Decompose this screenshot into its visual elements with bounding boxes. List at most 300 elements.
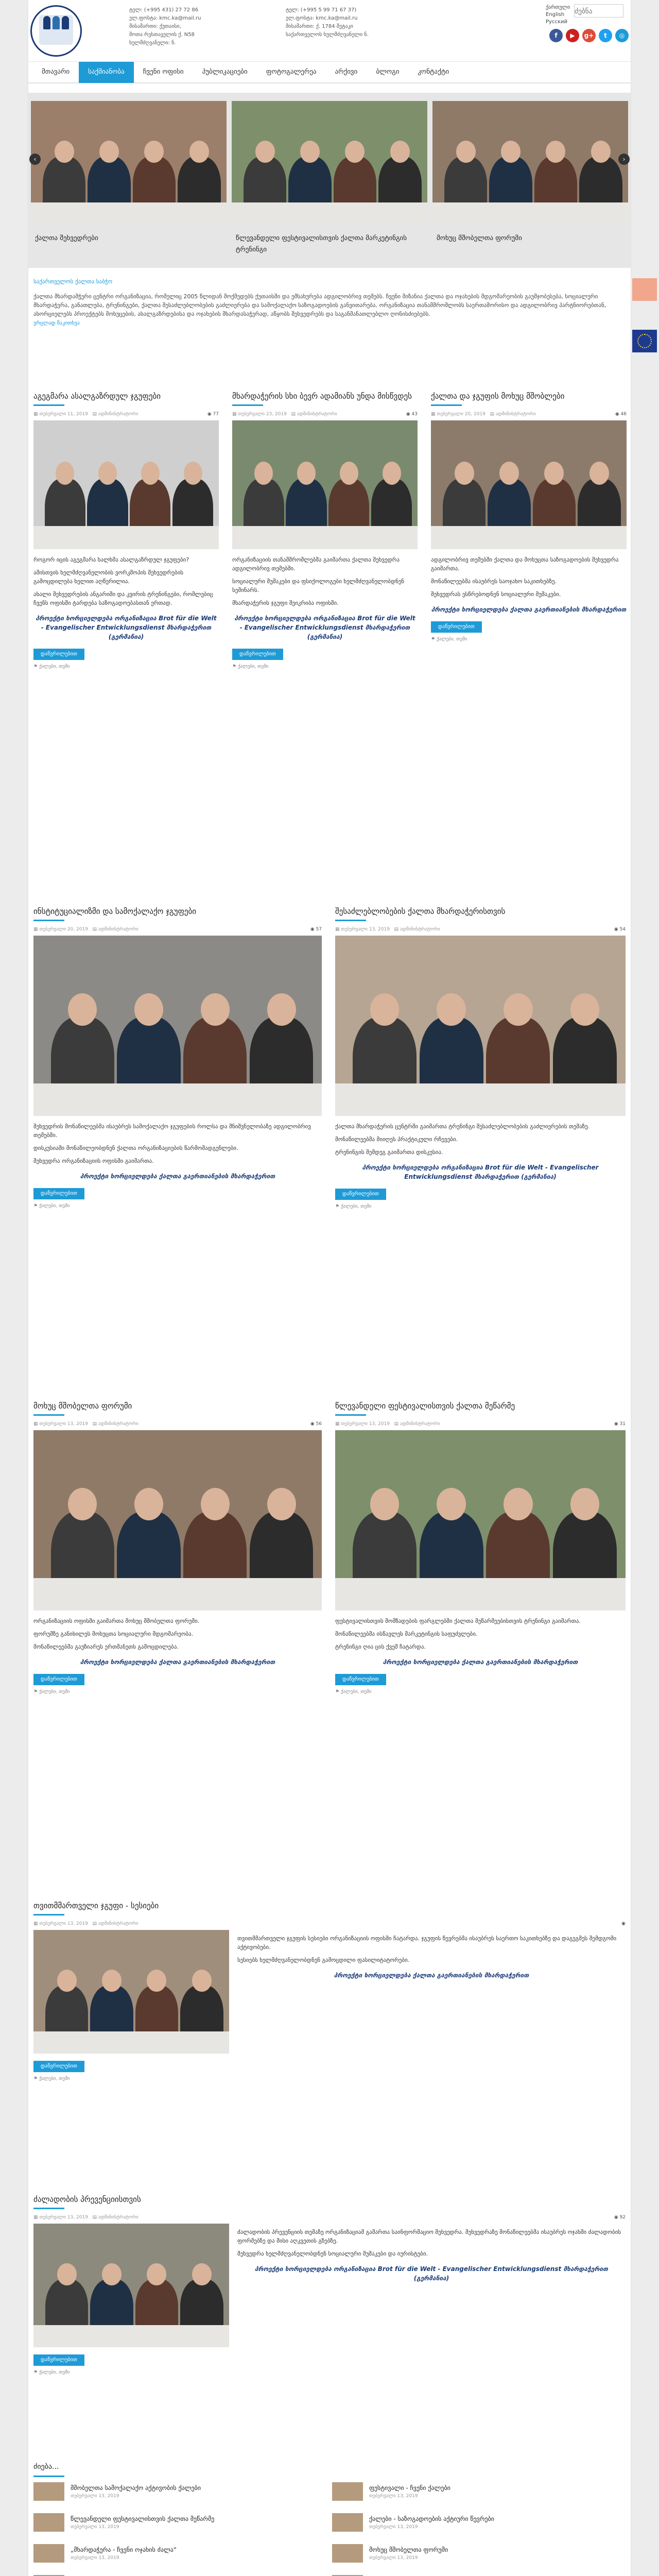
view-count-value: 46 [620,412,627,417]
footer-item-date: თებერვალი 13, 2019 [369,2494,418,2499]
post-author[interactable]: ადმინისტრატორი [495,412,536,417]
view-count-value: 92 [619,2215,626,2220]
face-shape [57,1970,77,1992]
face-shape [99,141,119,163]
post [33,1901,626,2081]
post-paragraph: ქალთა მხარდაჭერის ცენტრში გაიმართა ტრენინგი შესაძლებლობების გაძლიერების თემაზე. [335,1123,590,1130]
contact-line: საქართველოს ხელმძღვანელი ნ. [286,32,369,38]
nav-item[interactable]: პუბლიკაციები [202,68,248,76]
eu-flag-icon [632,330,657,352]
post-tags-text[interactable]: ქალები, თემი [39,664,70,669]
footer-thumb [33,2482,64,2501]
post-title[interactable]: მოხუც მშობელთა ფორუმი [33,1401,132,1411]
face-shape [184,462,202,485]
tag-icon: ⚑ [33,1689,39,1694]
youtube-icon[interactable]: ▶ [566,29,579,42]
read-more-button[interactable]: დაწვრილებით [431,621,482,633]
post-meta [33,1420,322,1428]
intro-read-more[interactable]: ვრცლად წაკითხვა [33,320,80,326]
post-meta [33,925,322,934]
post-tags-text[interactable]: ქალები, თემი [39,1689,70,1694]
tag-icon: ⚑ [33,2370,39,2375]
post-author[interactable]: ადმინისტრატორი [297,412,337,417]
post-photo[interactable] [33,420,219,549]
post-photo[interactable] [335,936,626,1116]
face-shape [134,1488,163,1520]
post-date: თებერვალი 13, 2019 [39,1421,88,1427]
folder-icon: ▤ [92,927,98,932]
post-credit: პროექტი ხორციელდება ორგანიზაცია Brot für die Welt - Evangelischer Entwicklungsdienst მხარდაჭერით (გერმანია) [362,1164,599,1180]
contact-line: შოთა რუსთაველის ქ. N58 [129,32,195,38]
read-more-button[interactable]: დაწვრილებით [232,649,283,660]
view-count-value: 54 [619,927,626,932]
footer-item-title[interactable]: ფესტივალი - ჩვენი ქალები [369,2484,450,2492]
face-shape [189,141,209,163]
post-author[interactable]: ადმინისტრატორი [98,1921,138,1926]
folder-icon: ▤ [490,412,496,417]
footer-item-title[interactable]: „მხარდაჭერა - ჩვენი ოჯახის ძალა“ [71,2546,177,2553]
post-paragraph: მონაწილეებმა ისაუბრეს საოჯახო საკითხებზე. [431,578,557,585]
nav-item[interactable]: არქივი [335,68,358,76]
view-count [614,1420,626,1428]
tag-icon: ⚑ [33,1204,39,1209]
face-shape [201,1488,230,1520]
contact-block-1 [129,6,201,47]
nav-item[interactable]: მთავარი [42,68,70,76]
table-shape [33,2031,229,2054]
post-meta [33,410,219,418]
post-paragraph: ტრენინგის შემდეგ გაიმართა დისკუსია. [335,1149,443,1156]
footer-item-title[interactable]: ქალები - საზოგადოების აქტიური წევრები [369,2515,494,2522]
nav-item[interactable]: საქმიანობა [79,61,134,83]
post-paragraph: სესიებს ხელმძღვანელობდნენ გამოცდილი ფასილიტატორები. [237,1957,410,1963]
folder-icon: ▤ [92,1921,98,1926]
face-shape [570,993,599,1026]
main-nav [28,62,631,83]
post-paragraph: მონაწილეებმა გაუზიარეს ერთმანეთს გამოცდილება. [33,1643,179,1650]
view-count [615,410,627,418]
face-shape [437,1488,465,1520]
slide[interactable] [31,93,227,268]
contact-block-2 [286,6,369,39]
post-author[interactable]: ადმინისტრატორი [98,2215,138,2220]
folder-icon: ▤ [92,2215,98,2220]
underline [33,2208,64,2209]
header [28,0,631,62]
post-text [33,1617,322,1651]
post-date: თებერვალი 13, 2019 [39,1921,88,1926]
face-shape [589,462,609,485]
footer-item[interactable] [33,2513,322,2532]
face-shape [68,993,97,1026]
post-meta [232,410,418,418]
post-tags [232,664,418,669]
post-date: თებერვალი 11, 2019 [39,412,88,417]
post-photo[interactable] [232,420,418,549]
face-shape [340,462,358,485]
face-shape [300,141,320,163]
post-tags-text[interactable]: ქალები, თემი [237,664,269,669]
slide-photo [432,101,628,225]
view-count [310,1420,322,1428]
face-shape [141,462,160,485]
view-count [406,410,418,418]
tag-icon: ⚑ [33,2076,39,2081]
post-date: თებერვალი 23, 2019 [238,412,287,417]
footer-thumb [33,2544,64,2563]
post [335,1401,626,1694]
post-tags [33,1689,322,1694]
intro-text: ქალთა მხარდამჭერი ცენტრი ორგანიზაცია, რომელიც 2005 წლიდან მოქმედებს ქუთაისში და ემსახურება ადგილობრივ თემებს. ჩვენი მიზანია ქალთა და ოჯახების მდგომარეობის გაუმჯობესება, სოციალური მხარდაჭერა, განათლება, ტრენინგები, ქალთა შესაძლებლობების გაძლიერება და სამოქალაქო საზოგადოების განვითარება. ორგანიზაცია თანამშრომლობს საერთაშორისო და ადგილობრივ პარტნიორებთან, ახორციელებს პროექტებს მოხუცების, ახალგაზრდებისა და ოჯახების მხარდასაჭერად, აწყობს შეხვედრებს და საგანმანათლებლო ღონისძიებებს. [33,293,606,317]
footer-item[interactable] [332,2513,620,2532]
table-shape [33,1578,322,1611]
face-shape [297,462,316,485]
read-more-button[interactable]: დაწვრილებით [33,2061,84,2072]
contact-line: ტელ: (+995 431) 27 72 86 [129,7,199,13]
footer-item-date: თებერვალი 13, 2019 [71,2494,119,2499]
face-shape [504,1488,532,1520]
lang-ru[interactable]: Русский [546,19,567,25]
underline [33,2476,64,2477]
post-tags-text[interactable]: ქალები, თემი [436,637,467,642]
face-shape [504,993,532,1026]
read-more-button[interactable]: დაწვრილებით [33,649,84,660]
tag-icon: ⚑ [335,1204,341,1209]
intro [28,278,631,326]
eye-icon: ◉ [621,1921,626,1926]
nav-item[interactable]: ფოტოგალერეა [266,68,317,76]
footer-item-title[interactable]: მშობელთა სამოქალაქო აქტივობის ქალები [71,2484,201,2492]
slide-caption[interactable]: მოხუც მშობელთა ფორუმი [437,234,522,242]
post-paragraph: როგორ იცის აგეგმარა ხალხმა ასალგაზრდულ ჯგუფები? [33,556,189,563]
post-photo[interactable] [335,1430,626,1611]
post-photo[interactable] [33,936,322,1116]
read-more-button[interactable]: დაწვრილებით [335,1189,386,1200]
post-meta [335,925,626,934]
face-shape [192,1970,212,1992]
tag-icon: ⚑ [335,1689,341,1694]
table-shape [232,202,427,225]
post-paragraph: შეხვედრა ხელმძღვანელობდნენ სოციალური მუშაკები და იურისტები. [237,2250,428,2257]
tag-icon: ⚑ [33,664,39,669]
post-tags [33,2370,626,2375]
post-tags-text[interactable]: ქალები, თემი [340,1689,372,1694]
slider-next-icon[interactable]: › [618,154,630,165]
table-shape [33,1083,322,1116]
face-shape [68,1488,97,1520]
face-shape [201,993,230,1026]
twitter-icon[interactable]: t [599,29,612,42]
post-paragraph: მხარდაჭერის ჯგუფი შეიკრიბა ოფისში. [232,600,339,606]
footer-item-date: თებერვალი 13, 2019 [71,2555,119,2561]
post-paragraph: თვითმმართველი ჯგუფის სესიები ორგანიზაციის ოფისში ჩატარდა. ჯგუფის წევრებმა ისაუბრეს საერთო საკითხებზე და დაგეგმეს შემდგომი აქტივობები. [237,1935,617,1951]
post-tags [33,1204,322,1209]
post-title[interactable]: აგეგმარა ასალგაზრდულ ჯგუფები [33,392,161,401]
slide-photo [31,101,227,225]
post-title[interactable]: წლევანდელი ფესტივალისთვის ქალთა მეწარმე [335,1401,515,1411]
footer-item-date: თებერვალი 13, 2019 [369,2555,418,2561]
post-paragraph: ორგანიზაციის ოფისში გაიმართა მოხუც მშობელთა ფორუმი. [33,1618,200,1624]
post-photo[interactable] [33,1930,229,2054]
post-author[interactable]: ადმინისტრატორი [98,1421,138,1427]
slider-prev-icon[interactable]: ‹ [29,154,41,165]
table-shape [431,526,627,549]
tag-icon: ⚑ [232,664,238,669]
post-tags-text[interactable]: ქალები, თემი [340,1204,372,1209]
face-shape [591,141,611,163]
post-credit: პროექტი ხორციელდება ორგანიზაცია Brot für die Welt - Evangelischer Entwicklungsdienst მხარდაჭერით (გერმანია) [36,615,217,640]
post-credit: პროექტი ხორციელდება ქალთა გაერთიანების მხარდაჭერით [80,1173,275,1180]
post-paragraph: ფორუმზე განიხილეს მოხუცთა სოციალური მდგომარეობა. [33,1631,194,1637]
post-credit: პროექტი ხორციელდება ქალთა გაერთიანების მხარდაჭერით [383,1658,578,1666]
post-text [335,1617,626,1651]
face-shape [370,1488,399,1520]
contact-line: მისამართი: ქ. 1784 შეტაკი [286,24,353,29]
nav-item[interactable]: კონტაქტი [418,68,449,76]
post-author[interactable]: ადმინისტრატორი [98,412,138,417]
post-paragraph: ახალი შეხვედრების ანგარიში და კვირის ტრენინგები, რომლებიც ჩვენს ოფისში ტარდება საზოგადოებასთან ერთად. [33,591,213,606]
post-text [232,555,418,607]
language-switcher [546,4,570,26]
facebook-icon[interactable]: f [549,29,563,42]
post-credit: პროექტი ხორციელდება ქალთა გაერთიანების მხარდაჭერით [80,1658,275,1666]
view-count-value: 77 [213,412,219,417]
face-shape [98,462,117,485]
footer-item[interactable] [33,2544,322,2563]
folder-icon: ▤ [394,927,400,932]
face-shape [192,2263,212,2285]
post [431,392,627,642]
view-count [614,925,626,934]
post-tags [335,1204,626,1209]
post-photo[interactable] [33,2224,229,2347]
underline [335,920,366,921]
nav-item[interactable]: ბლოგი [376,68,400,76]
post-tags [33,664,219,669]
post-paragraph: შეხვედრის მონაწილეებმა ისაუბრეს სამოქალაქო ჯგუფების როლსა და მნიშვნელობაზე ადგილობრივ თემებში. [33,1123,311,1139]
folder-icon: ▤ [291,412,297,417]
post-title[interactable]: შესაძლებლობების ქალთა მხარდაჭერისთვის [335,907,506,916]
face-shape [55,141,74,163]
face-shape [499,462,519,485]
intro-heading: საქართველოს ქალთა საბჭო [33,278,113,285]
table-shape [33,526,219,549]
face-shape [437,993,465,1026]
face-shape [56,462,74,485]
post-tags-text[interactable]: ქალები, თემი [39,2370,70,2375]
calendar-icon: ▦ [335,1421,341,1427]
face-shape [102,1970,122,1992]
footer-item[interactable] [332,2482,620,2501]
post-title[interactable]: ქალთა და ჯგუფის მოხუც მშობლები [431,392,565,401]
footer-item-date: თებერვალი 13, 2019 [369,2524,418,2530]
post-meta [335,1420,626,1428]
post-paragraph: შეხვედრას ესწრებოდნენ სოციალური მუშაკები. [431,591,561,598]
post-tags [33,2076,626,2081]
calendar-icon: ▦ [33,927,40,932]
post-paragraph: სოციალური მუშაკები და ფსიქოლოგები ხელმძღვანელობდნენ სემინარს. [232,578,405,594]
post-date: თებერვალი 20, 2019 [39,927,88,932]
footer-related [33,2463,626,2576]
footer-thumb [332,2513,363,2532]
read-more-button[interactable]: დაწვრილებით [335,1674,386,1685]
post-credit: პროექტი ხორციელდება ქალთა გაერთიანების მხარდაჭერით [431,606,627,613]
post-credit: პროექტი ხორციელდება ქალთა გაერთიანების მხარდაჭერით [334,1972,529,1979]
underline [431,404,462,406]
face-shape [255,141,275,163]
post-title[interactable]: ძალადობის პრევენციისთვის [33,2195,141,2204]
post-text [33,555,219,607]
view-count [614,2213,626,2222]
post-title[interactable]: ინსტიტუციალიზმი და სამოქალაქო ჯგუფები [33,907,196,916]
rss-icon[interactable]: ◎ [615,29,629,42]
page [28,0,631,2576]
footer-item[interactable] [33,2482,322,2501]
calendar-icon: ▦ [33,412,40,417]
post [232,392,418,669]
slide[interactable] [232,93,427,268]
slide-caption[interactable]: ქალთა შეხვედრები [35,234,98,242]
contact-line: ელ.ფოსტა: kmc.ka@mail.ru [286,15,358,21]
face-shape [570,1488,599,1520]
post-date: თებერვალი 13, 2019 [341,927,390,932]
google-plus-icon[interactable]: g+ [582,29,596,42]
post-author[interactable]: ადმინისტრატორი [98,927,138,932]
view-count-value: 57 [316,927,322,932]
face-shape [57,2263,77,2285]
post-paragraph: ძალადობის პრევენციის თემაზე ორგანიზაციამ გამართა საინფორმაციო შეხვედრა. შეხვედრაზე მონაწილეებმა ისაუბრეს ოჯახში ძალადობის ფორმებზე და მისი აღკვეთის გზებზე. [237,2229,621,2244]
hands-icon [632,278,657,301]
underline [232,404,263,406]
post-date: თებერვალი 13, 2019 [341,1421,390,1427]
lang-ka[interactable]: ქართული [546,5,570,10]
calendar-icon: ▦ [33,1421,40,1427]
footer-item-date: თებერვალი 13, 2019 [71,2524,119,2530]
post-paragraph: ორგანიზაციის თანამშრომლებმა გაიმართა ქალთა შეხვედრა ადგილობრივ თემებში. [232,556,400,572]
face-shape [134,993,163,1026]
post-meta [33,1920,626,1928]
post-tags-text[interactable]: ქალები, თემი [39,2076,70,2081]
table-shape [31,202,227,225]
slide-caption[interactable]: წლევანდელი ფესტივალისთვის ქალთა მარკეტინგის ტრენინგი [236,234,407,253]
underline [33,404,64,406]
post-paragraph: მონაწილეებმა მიიღეს პრაქტიკული რჩევები. [335,1136,458,1143]
post-author[interactable]: ადმინისტრატორი [400,1421,440,1427]
lang-en[interactable]: English [546,12,565,18]
post-paragraph: დისკუსიაში მონაწილეობდნენ ქალთა ორგანიზაციების წარმომადგენლები. [33,1145,238,1151]
read-more-button[interactable]: დაწვრილებით [33,1188,84,1199]
face-shape [370,993,399,1026]
post [335,907,626,1209]
folder-icon: ▤ [394,1421,400,1427]
view-count-value: 31 [619,1421,626,1427]
slide-photo [232,101,427,225]
eye-icon: ◉ [406,412,412,417]
eye-icon: ◉ [207,412,213,417]
calendar-icon: ▦ [431,412,437,417]
face-shape [455,462,474,485]
post-tags-text[interactable]: ქალები, თემი [39,1204,70,1209]
post-title[interactable]: მხარდაჭერის სხი ბევრ ადამიანს უნდა მისწვდეს [232,392,412,401]
view-count [207,410,219,418]
eye-icon: ◉ [310,1421,316,1427]
underline [33,920,64,921]
post-date: თებერვალი 13, 2019 [39,2215,88,2220]
folder-icon: ▤ [92,412,98,417]
tag-icon: ⚑ [431,637,437,642]
table-shape [232,526,418,549]
table-shape [335,1578,626,1611]
contact-line: ელ.ფოსტა: kmc.ka@mail.ru [129,15,201,21]
eye-icon: ◉ [614,927,620,932]
post [33,907,322,1209]
post-tags [335,1689,626,1694]
post-text [431,555,627,599]
read-more-button[interactable]: დაწვრილებით [33,1674,84,1685]
view-count-value: 56 [316,1421,322,1427]
face-shape [267,1488,296,1520]
search-input[interactable] [574,4,623,18]
footer-item[interactable] [332,2544,620,2563]
post-text [33,1122,322,1165]
calendar-icon: ▦ [33,1921,40,1926]
post-paragraph: მონაწილეებმა ისწავლეს მარკეტინგის საფუძვლები. [335,1631,478,1637]
underline [33,1914,64,1916]
post-paragraph: ტრენინგი ღია ცის ქვეშ ჩატარდა. [335,1643,426,1650]
post-photo[interactable] [431,420,627,549]
face-shape [456,141,476,163]
post-paragraph: ფესტივალისთვის მომზადების ფარგლებში ქალთა მეწარმეებისთვის ტრენინგი გაიმართა. [335,1618,581,1624]
post-author[interactable]: ადმინისტრატორი [400,927,440,932]
post [33,392,219,669]
eye-icon: ◉ [615,412,621,417]
footer-thumb [332,2544,363,2563]
slide[interactable] [432,93,628,268]
table-shape [432,202,628,225]
contact-line: ტელ: (+995 5 99 71 67 37) [286,7,357,13]
face-shape [501,141,521,163]
post-photo[interactable] [33,1430,322,1611]
post-title[interactable]: თვითმმართველი ჯგუფი - სესიები [33,1901,159,1910]
read-more-button[interactable]: დაწვრილებით [33,2354,84,2366]
eye-icon: ◉ [310,927,316,932]
table-shape [335,1083,626,1116]
contact-line: მისამართი: ქუთაისი, [129,24,181,29]
social-links [549,29,629,42]
post-paragraph: შეხვედრა ორგანიზაციის ოფისში გაიმართა. [33,1158,154,1164]
footer-item-title[interactable]: მოხუც მშობელთა ფორუმი [369,2546,448,2553]
post-date: თებერვალი 20, 2019 [437,412,485,417]
view-count-value: 43 [411,412,418,417]
post-credit: პროექტი ხორციელდება ორგანიზაცია Brot für die Welt - Evangelischer Entwicklungsdienst მხარდაჭერით (გერმანია) [234,615,415,640]
calendar-icon: ▦ [232,412,238,417]
face-shape [102,2263,122,2285]
post-paragraph: ამისთვის ხელმძღვანელობის ვორკშოპის შეხვედრების გამოცდილება ხელით აღწერილია. [33,569,184,585]
post-tags [431,637,627,642]
calendar-icon: ▦ [33,2215,40,2220]
folder-icon: ▤ [92,1421,98,1427]
face-shape [254,462,273,485]
post [33,1401,322,1694]
post [33,2195,626,2375]
slider [28,93,631,268]
face-shape [383,462,401,485]
post-credit: პროექტი ხორციელდება ორგანიზაცია Brot für die Welt - Evangelischer Entwicklungsdienst მხარდაჭერით (გერმანია) [254,2265,609,2282]
footer-item-title[interactable]: წლევანდელი ფესტივალისთვის ქალთა მეწარმე [71,2515,215,2522]
footer-heading: ძიება... [33,2463,59,2471]
site-logo[interactable] [30,5,82,57]
nav-item[interactable]: ჩვენი ოფისი [143,68,184,76]
